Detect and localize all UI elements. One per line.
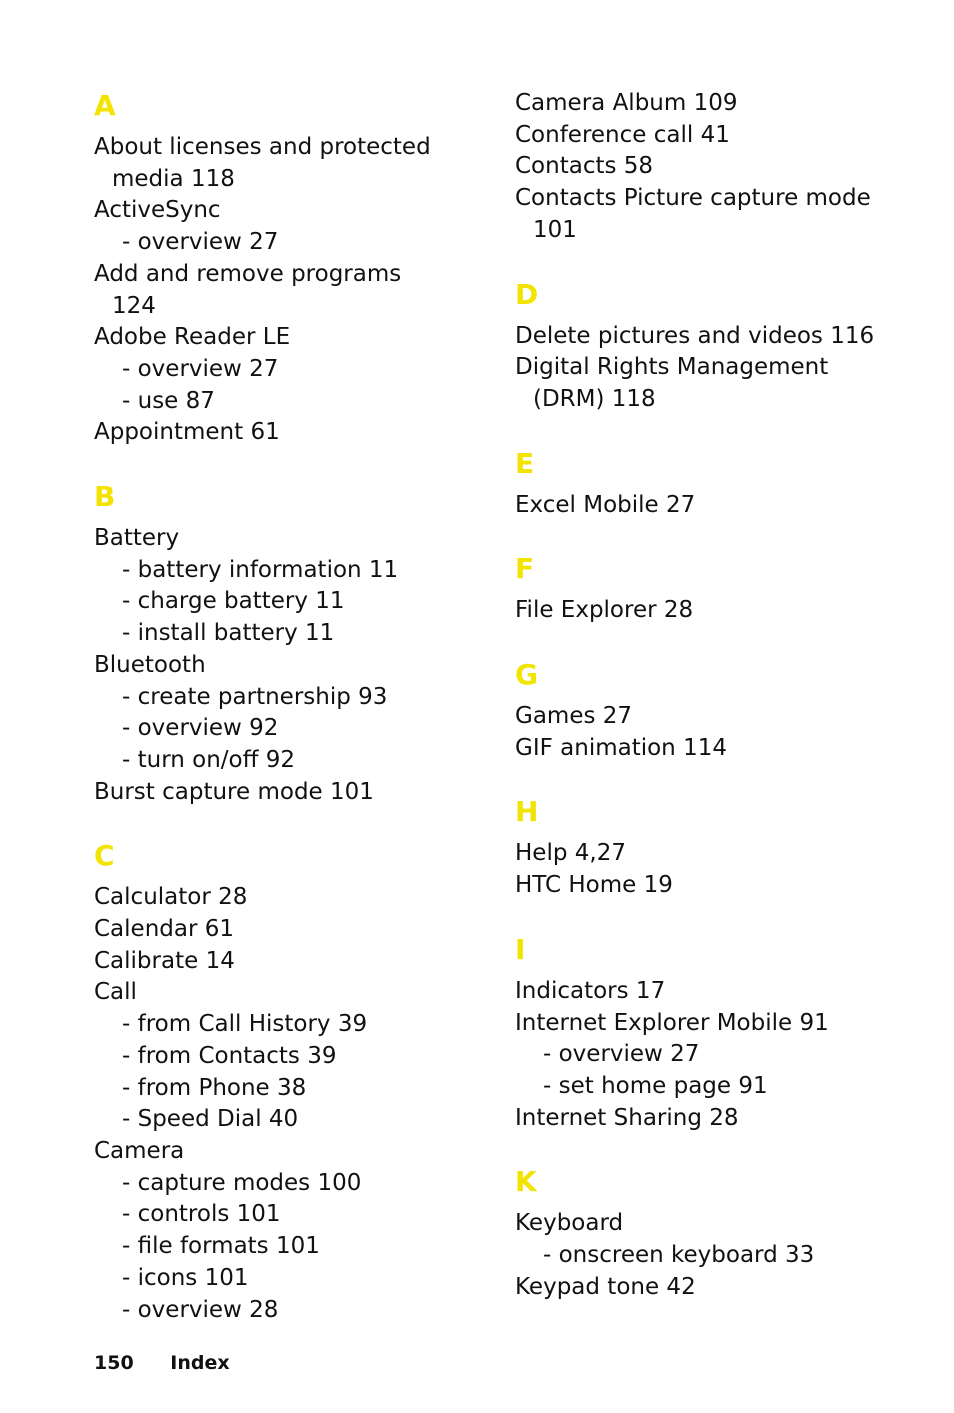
index-entry: Appointment 61 <box>94 419 280 446</box>
section-letter: F <box>515 552 535 586</box>
index-subentry: - from Call History 39 <box>122 1011 368 1038</box>
index-entry: Contacts Picture capture mode <box>515 185 871 212</box>
index-entry: Contacts 58 <box>515 153 654 180</box>
index-section-a <box>94 88 494 449</box>
index-entry: Calibrate 14 <box>94 947 235 974</box>
index-section-h <box>515 794 915 901</box>
section-letter: B <box>94 480 116 514</box>
index-entry: ActiveSync <box>94 197 221 224</box>
index-entry: 124 <box>112 292 156 319</box>
index-subentry: - from Contacts 39 <box>122 1042 337 1069</box>
index-subentry: - battery information 11 <box>122 556 399 583</box>
index-subentry: - turn on/off 92 <box>122 746 296 773</box>
index-subentry: - set home page 91 <box>543 1072 768 1099</box>
index-entry: Camera <box>94 1137 185 1164</box>
index-entry: Add and remove programs <box>94 260 402 287</box>
index-section-g <box>515 657 915 764</box>
index-entry: Excel Mobile 27 <box>515 491 696 518</box>
index-entry: Digital Rights Management <box>515 354 829 381</box>
index-entry: Keypad tone 42 <box>515 1273 696 1300</box>
footer-section-label: Index <box>170 1352 230 1374</box>
index-subentry: - overview 28 <box>122 1296 279 1323</box>
index-entry: 101 <box>533 216 577 243</box>
index-column-right <box>515 88 915 1303</box>
index-section-f <box>515 551 915 627</box>
section-letter: A <box>94 89 116 122</box>
index-subentry: - capture modes 100 <box>122 1169 362 1196</box>
index-entry: Camera Album 109 <box>515 90 738 116</box>
index-entry: media 118 <box>112 165 235 192</box>
section-letter: G <box>515 658 538 692</box>
index-entry: Calendar 61 <box>94 916 234 943</box>
index-entry: Help 4,27 <box>515 840 626 867</box>
index-entry: Internet Explorer Mobile 91 <box>515 1009 829 1036</box>
index-entry: Calculator 28 <box>94 884 248 911</box>
index-entry: Adobe Reader LE <box>94 324 291 351</box>
section-letter: H <box>515 795 539 829</box>
index-entry: Battery <box>94 525 180 552</box>
index-entry: Internet Sharing 28 <box>515 1104 739 1131</box>
index-entry: GIF animation 114 <box>515 734 727 761</box>
page-footer <box>94 1352 230 1374</box>
section-letter: I <box>515 932 526 966</box>
index-subentry: - icons 101 <box>122 1264 249 1291</box>
index-subentry: - Speed Dial 40 <box>122 1106 299 1133</box>
index-subentry: - from Phone 38 <box>122 1074 307 1101</box>
page-number: 150 <box>94 1352 134 1374</box>
index-section-c <box>94 838 494 1326</box>
index-subentry: - onscreen keyboard 33 <box>543 1242 815 1269</box>
section-letter: C <box>94 839 115 873</box>
section-letter: D <box>515 277 539 311</box>
index-entry: Indicators 17 <box>515 977 666 1004</box>
index-subentry: - file formats 101 <box>122 1233 320 1260</box>
index-entry: Bluetooth <box>94 651 206 678</box>
index-section-b <box>94 479 494 808</box>
index-subentry: - overview 27 <box>543 1041 700 1068</box>
index-section-d <box>515 277 915 416</box>
index-subentry: - charge battery 11 <box>122 588 345 615</box>
index-section-e <box>515 446 915 522</box>
index-entry: Call <box>94 979 137 1006</box>
index-subentry: - overview 92 <box>122 715 279 742</box>
index-entry: HTC Home 19 <box>515 872 673 899</box>
section-letter: E <box>515 446 535 480</box>
index-entry: Delete pictures and videos 116 <box>515 322 875 349</box>
index-section-c-cont <box>515 88 915 247</box>
index-section-k <box>515 1164 915 1303</box>
index-entry: File Explorer 28 <box>515 597 694 624</box>
section-letter: K <box>515 1165 537 1199</box>
index-entry: Games 27 <box>515 703 633 730</box>
index-entry: Burst capture mode 101 <box>94 778 374 805</box>
index-section-i <box>515 932 915 1135</box>
index-entry: Conference call 41 <box>515 121 730 148</box>
index-entry: Keyboard <box>515 1210 624 1237</box>
index-entry: (DRM) 118 <box>533 385 656 412</box>
index-column-left <box>94 88 494 1326</box>
index-subentry: - controls 101 <box>122 1201 281 1228</box>
index-subentry: - use 87 <box>122 387 215 414</box>
index-subentry: - create partnership 93 <box>122 683 388 710</box>
index-subentry: - install battery 11 <box>122 620 335 647</box>
index-entry: About licenses and protected <box>94 134 431 160</box>
index-subentry: - overview 27 <box>122 229 279 256</box>
index-subentry: - overview 27 <box>122 355 279 382</box>
